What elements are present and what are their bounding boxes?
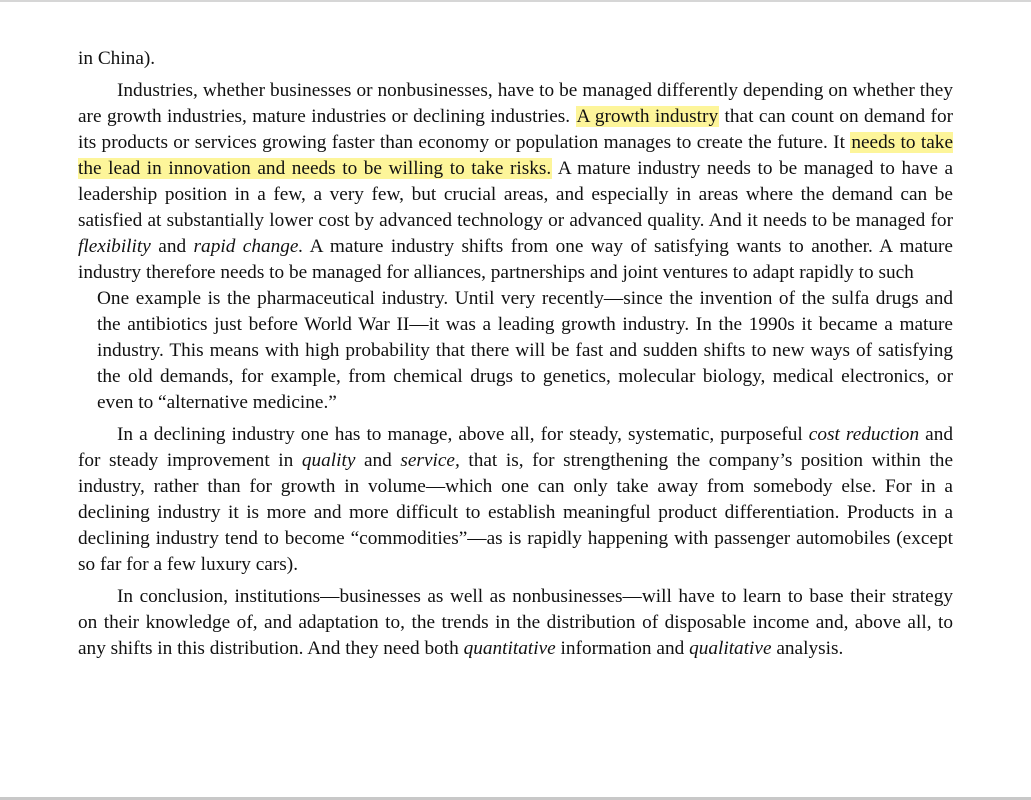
text-run: that can count on demand for its products or services growing faster than economy or population manages to create the future. It bbox=[78, 106, 954, 153]
highlight-growth-industry[interactable]: A growth industry bbox=[576, 106, 719, 127]
text-run: A mature industry shifts from one way of satisfying wants to another. A mature industry therefore needs to be managed for alliances, partnerships and joint ventures to adapt rapidly to such bbox=[78, 236, 953, 283]
paragraph-conclusion[interactable] bbox=[78, 584, 953, 662]
text-run: information and bbox=[555, 638, 690, 659]
text-run: Industries, whether businesses or nonbusinesses, have to be managed differently depending on whether they are growth industries, mature industries or declining industries. bbox=[78, 80, 953, 127]
paragraph-declining-industry[interactable] bbox=[78, 422, 953, 578]
continuation-line bbox=[78, 46, 953, 72]
italic-rapid-change: rapid change. bbox=[193, 236, 304, 257]
italic-quality: quality bbox=[301, 450, 356, 471]
italic-flexibility: flexibility bbox=[78, 236, 151, 257]
italic-quantitative: quantitative bbox=[463, 638, 556, 659]
text-run: In a declining industry one has to manage, above all, for steady, systematic, purposeful bbox=[117, 424, 809, 445]
page-body bbox=[78, 46, 953, 662]
text-run: that is, for strengthening the company’s position within the industry, rather than for growth in volume—which one can only take away from somebody else. For in a declining industry it is more and more difficult to establish meaningful product differentiation. Products in a declining industry tend to become “commodities”—as is rapidly happening with passenger automobiles (except so far for a few luxury cars). bbox=[78, 450, 954, 575]
text-run: and bbox=[150, 236, 194, 257]
italic-cost-reduction: cost reduction bbox=[808, 424, 920, 445]
text-run: and for steady improvement in bbox=[78, 424, 953, 471]
text-run: analysis. bbox=[771, 638, 844, 659]
text-run: In conclusion, institutions—businesses as well as nonbusinesses—will have to learn to base their strategy on their knowledge of, and adaptation to, the trends in the distribution of disposable income and, above all, to any shifts in this distribution. And they need both bbox=[78, 586, 953, 659]
text-run: A mature industry needs to be managed to have a leadership position in a few, a very few, but crucial areas, and especially in areas where the demand can be satisfied at substantially lower cost by advanced technology or advanced quality. And it needs to be managed for bbox=[78, 158, 954, 231]
italic-qualitative: qualitative bbox=[689, 638, 772, 659]
paragraph-industries[interactable] bbox=[78, 78, 953, 286]
block-quote-text: One example is the pharmaceutical industry. Until very recently—since the invention of the sulfa drugs and the antibiotics just before World War II—it was a leading growth industry. In the 1990s it became a mature industry. This means with high probability that there will be fast and sudden shifts to new ways of satisfying the old demands, for example, from chemical drugs to genetics, molecular biology, medical electronics, or even to “alternative medicine.” bbox=[97, 288, 953, 413]
highlight-innovation-risks[interactable]: needs to take the lead in innovation and needs to be willing to take risks. bbox=[78, 132, 953, 179]
continuation-text: in China). bbox=[78, 48, 156, 69]
text-run: and bbox=[355, 450, 401, 471]
italic-service: service, bbox=[400, 450, 460, 471]
block-quote-pharmaceutical[interactable] bbox=[97, 286, 953, 416]
